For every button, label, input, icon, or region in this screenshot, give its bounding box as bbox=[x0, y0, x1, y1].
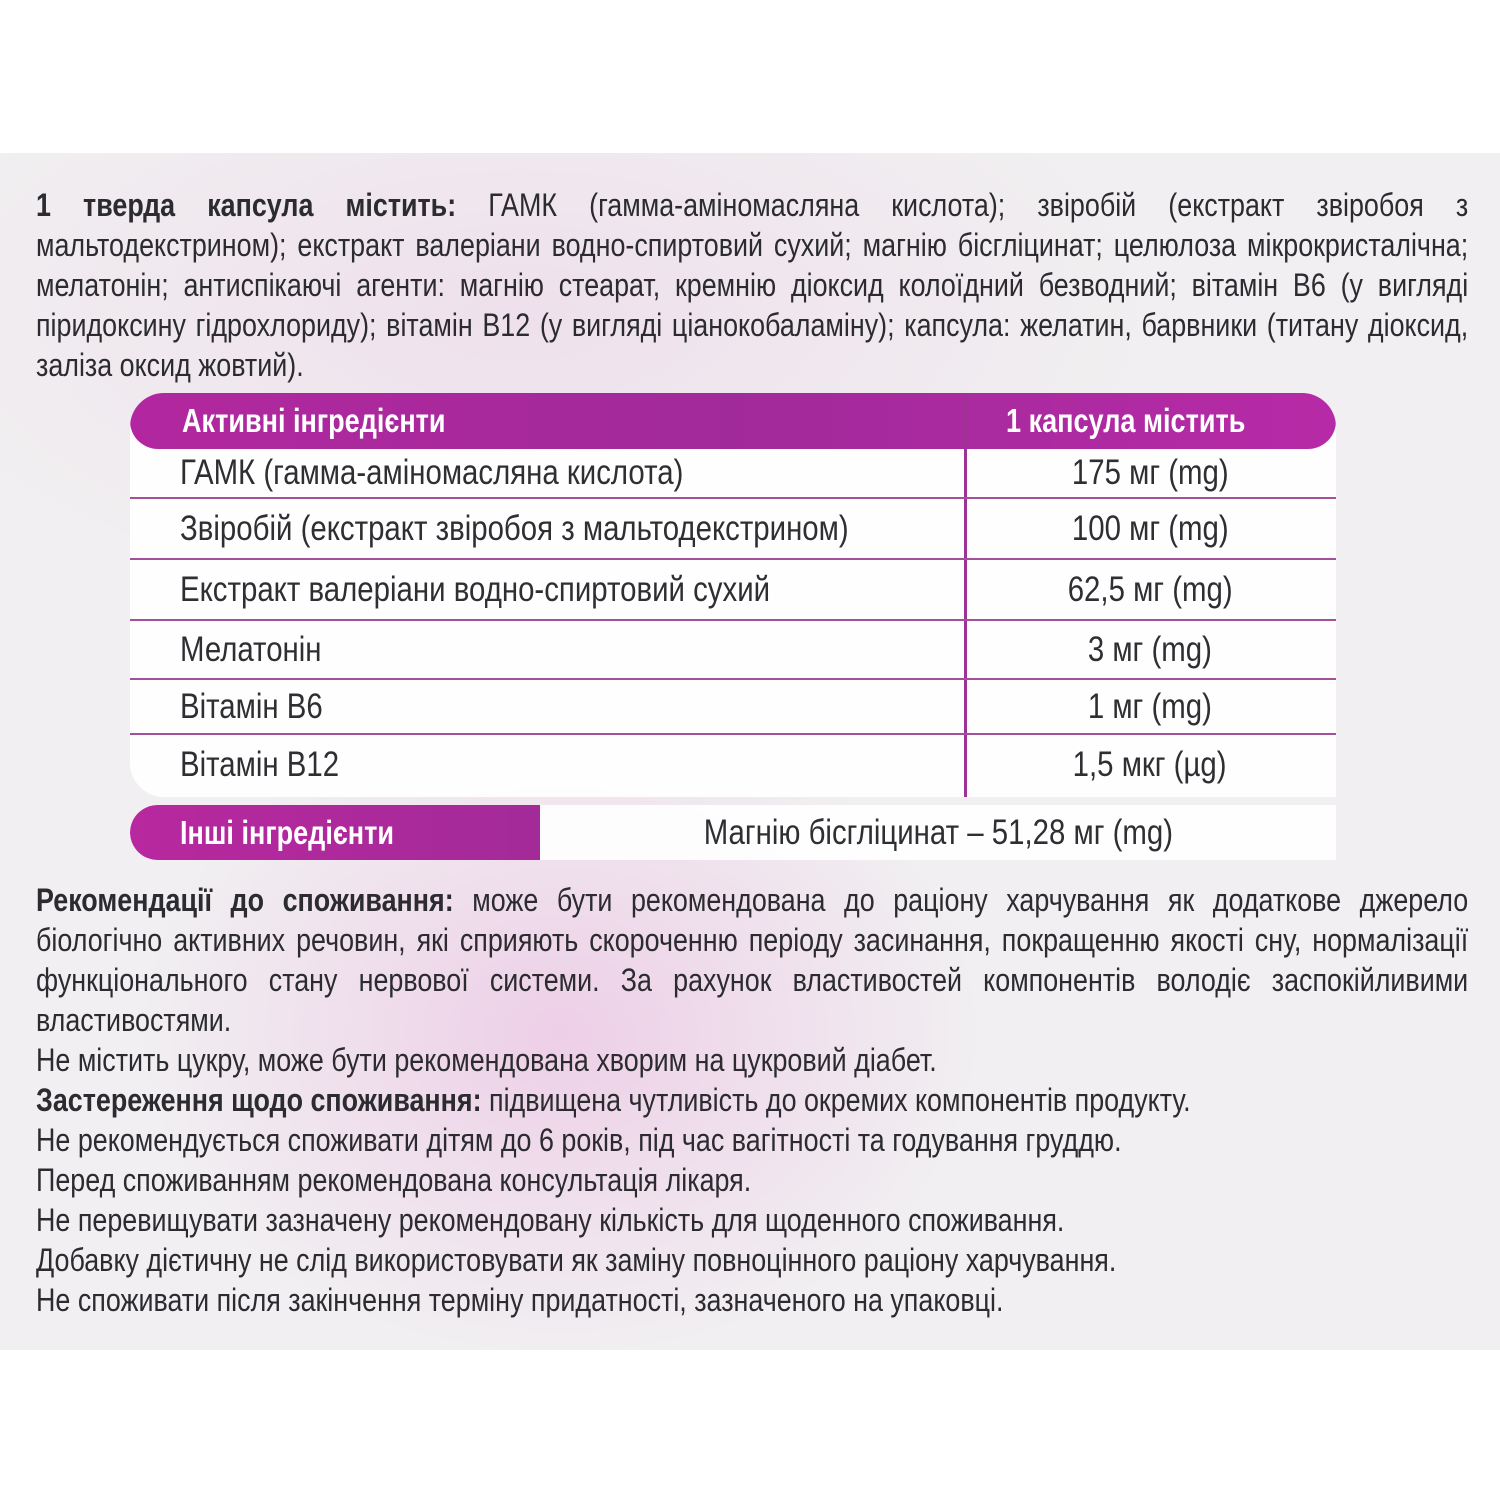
other-ingredients-label-box bbox=[130, 805, 540, 860]
warnings-label: Застереження щодо споживання: bbox=[36, 1082, 482, 1118]
ingredient-amount: 1 мг (mg) bbox=[1087, 686, 1213, 726]
recommendations-paragraph bbox=[36, 880, 1468, 1040]
recommendations-text: може бути рекомендована до раціону харчування як додаткове джерело біологічно активних речовин, які сприяють скороченню періоду засинання, покращенню якості сну, нормалізації функціонального стану нервової системи. За рахунок властивостей компонентів володіє заспокійливими властивостями. bbox=[36, 882, 1469, 1038]
ingredient-amount: 1,5 мкг (µg) bbox=[1073, 745, 1227, 784]
warning-line: Не перевищувати зазначену рекомендовану кількість для щоденного споживання. bbox=[36, 1202, 1065, 1238]
composition-label: 1 тверда капсула містить: bbox=[36, 187, 457, 223]
other-ingredients-bar bbox=[130, 805, 1336, 860]
table-header bbox=[130, 393, 1336, 449]
ingredient-amount: 3 мг (mg) bbox=[1087, 629, 1213, 669]
sugar-note: Не містить цукру, може бути рекомендована хворим на цукровий діабет. bbox=[36, 1042, 937, 1078]
other-ingredients-label: Інші інгредієнти bbox=[180, 814, 395, 851]
warnings-text: підвищена чутливість до окремих компонентів продукту. bbox=[489, 1082, 1191, 1118]
ingredient-name: ГАМК (гамма-аміномасляна кислота) bbox=[180, 453, 684, 492]
other-ingredients-value: Магнію бісгліцинат – 51,28 мг (mg) bbox=[703, 812, 1173, 852]
ingredient-name: Екстракт валеріани водно-спиртовий сухий bbox=[180, 569, 771, 609]
table-row bbox=[130, 560, 1336, 621]
ingredient-name: Вітамін В12 bbox=[180, 745, 340, 784]
table-row bbox=[130, 680, 1336, 735]
table-row bbox=[130, 449, 1336, 499]
table-row bbox=[130, 621, 1336, 680]
ingredient-amount: 62,5 мг (mg) bbox=[1067, 569, 1233, 609]
ingredient-name: Мелатонін bbox=[180, 629, 322, 669]
warning-line: Не рекомендується споживати дітям до 6 років, під час вагітності та годування груддю. bbox=[36, 1122, 1122, 1158]
ingredient-name: Вітамін В6 bbox=[180, 686, 323, 726]
composition-paragraph bbox=[36, 185, 1468, 385]
table-row bbox=[130, 735, 1336, 795]
warning-line: Перед споживанням рекомендована консультація лікаря. bbox=[36, 1162, 752, 1198]
composition-text: ГАМК (гамма-аміномасляна кислота); звіробій (екстракт звіробоя з мальтодекстрином); екстракт валеріани водно-спиртовий сухий; магнію бісгліцинат; целюлоза мікрокристалічна; мелатонін; антиспікаючі агенти: магнію стеарат, кремнію діоксид колоїдний безводний; вітамін В6 (у вигляді піридоксину гідрохлориду); вітамін В12 (у вигляді ціанокобаламіну); капсула: желатин, барвники (титану діоксид, заліза оксид жовтий). bbox=[36, 187, 1469, 383]
warning-line: Добавку дієтичну не слід використовувати як заміну повноцінного раціону харчування. bbox=[36, 1242, 1117, 1278]
recommendations-label: Рекомендації до споживання: bbox=[36, 882, 454, 918]
usage-section bbox=[36, 880, 1468, 1320]
ingredients-table bbox=[130, 393, 1336, 797]
table-row bbox=[130, 499, 1336, 560]
warning-line: Не споживати після закінчення терміну придатності, зазначеного на упаковці. bbox=[36, 1282, 1004, 1318]
ingredient-amount: 100 мг (mg) bbox=[1071, 508, 1229, 548]
header-amount: 1 капсула містить bbox=[1006, 402, 1246, 439]
ingredient-amount: 175 мг (mg) bbox=[1071, 453, 1229, 492]
warnings-paragraph bbox=[36, 1080, 1468, 1120]
header-ingredient: Активні інгредієнти bbox=[182, 402, 446, 439]
ingredient-name: Звіробій (екстракт звіробоя з мальтодекстрином) bbox=[180, 508, 849, 548]
